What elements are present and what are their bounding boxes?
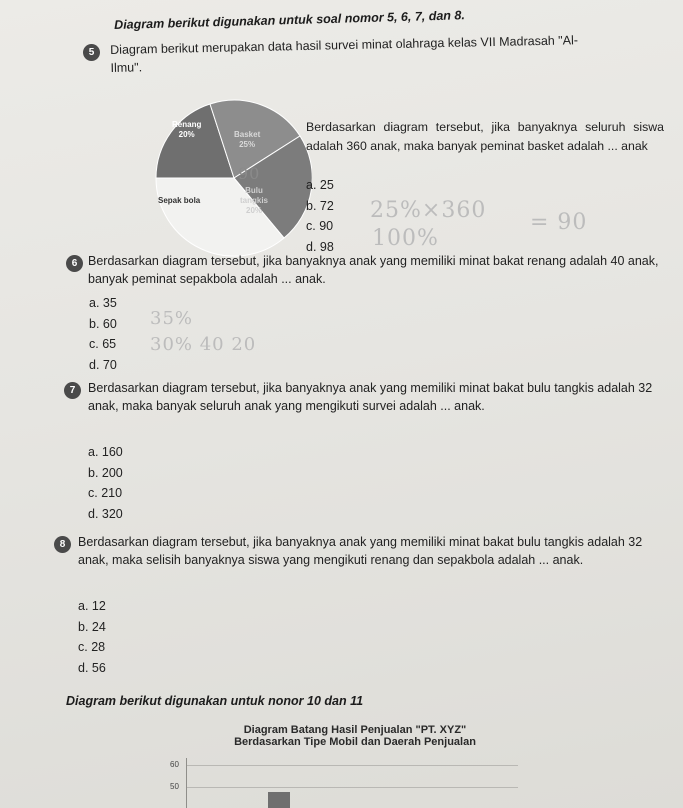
bar-chart-title-line2: Berdasarkan Tipe Mobil dan Daerah Penjualan [234,736,476,748]
question-5-options [306,175,334,257]
heading-questions-5-8: Diagram berikut digunakan untuk soal nomor 5, 6, 7, dan 8. [114,8,466,32]
question-6-number: 6 [66,255,83,272]
pie-label-renang-pct: 20% [178,130,195,139]
question-6-option-d: d. 70 [89,357,117,372]
question-8-options [78,596,106,678]
question-6-option-c: c. 65 [89,337,117,352]
question-5-option-b: b. 72 [306,198,334,213]
question-7-text: Berdasarkan diagram tersebut, jika banyaknya anak yang memiliki minat bakat bulu tangkis adalah 32 anak, maka banyak seluruh anak yang mengikuti survei adalah ... anak. [88,381,653,413]
pie-label-renang [172,120,201,140]
question-7-options [88,442,123,524]
question-5-number: 5 [83,44,100,61]
question-8-option-d: d. 56 [78,660,106,675]
question-7-option-c: c. 210 [88,486,123,501]
handwriting-q6-work2: 30% 40 20 [150,334,257,355]
bar-chart-tick-50: 50 [170,782,179,791]
pie-label-bulu-pct: 20% [246,206,263,215]
bar-chart-gridline-50 [186,787,518,788]
handwriting-q5-work2: = 90 [530,210,588,235]
question-8-option-c: c. 28 [78,640,106,655]
bar-chart-title [190,724,520,748]
question-5-body: Berdasarkan diagram tersebut, jika banyaknya seluruh siswa adalah 360 anak, maka banyak peminat basket adalah ... anak [306,120,664,153]
question-6-option-a: a. 35 [89,296,117,310]
question-6-text: Berdasarkan diagram tersebut, jika banyaknya anak yang memiliki minat bakat renang adalah 40 anak, banyak peminat sepakbola adalah ... anak. [88,254,659,286]
pie-label-bulu-name1: Bulu [245,186,263,195]
question-6-options [89,293,117,375]
pie-label-basket-pct: 25% [239,140,256,149]
question-5-option-d: d. 98 [306,239,334,254]
question-7-option-a: a. 160 [88,445,123,459]
pie-label-bulu-tangkis [240,186,268,216]
pie-label-bulu-name2: tangkis [240,196,269,205]
question-6-option-b: b. 60 [89,316,117,331]
question-8-option-a: a. 12 [78,599,106,613]
question-5-intro-line1: Diagram berikut merupakan data hasil survei minat olahraga kelas VII Madrasah "Al- [110,33,579,57]
bar-chart-gridline-60 [186,765,518,766]
pie-label-basket [234,130,260,150]
bar-chart-tick-60: 60 [170,760,179,769]
heading-questions-10-11: Diagram berikut digunakan untuk nonor 10 dan 11 [66,694,364,708]
pie-label-sepak-bola: Sepak bola [158,196,201,205]
question-5-option-c: c. 90 [306,219,334,234]
pie-chart-svg [142,98,312,258]
question-5-option-a: a. 25 [306,178,334,192]
question-8-option-b: b. 24 [78,619,106,634]
handwriting-q6-work1: 35% [150,308,194,329]
bar-chart-bar [268,792,290,808]
question-5-intro [110,30,656,77]
handwriting-q5-work3: 100% [372,226,439,251]
bar-chart-y-axis [186,758,187,808]
bar-chart-title-line1: Diagram Batang Hasil Penjualan "PT. XYZ" [243,724,467,736]
pie-label-basket-name: Basket [234,130,261,139]
handwriting-q5-work1: 25%×360 [370,198,487,223]
question-7-number: 7 [64,382,81,399]
question-7-option-b: b. 200 [88,465,123,480]
question-5-intro-line2: Ilmu". [110,60,143,75]
pie-handwritten-90: 90 [238,164,261,183]
question-8-number: 8 [54,536,71,553]
question-7-option-d: d. 320 [88,506,123,521]
pie-label-renang-name: Renang [172,120,202,129]
question-8-text: Berdasarkan diagram tersebut, jika banyaknya anak yang memiliki minat bakat bulu tangkis adalah 32 anak, maka selisih banyaknya siswa yang mengikuti renang dan sepakbola adalah ... anak. [78,535,643,567]
pie-chart-olahraga [142,98,312,258]
